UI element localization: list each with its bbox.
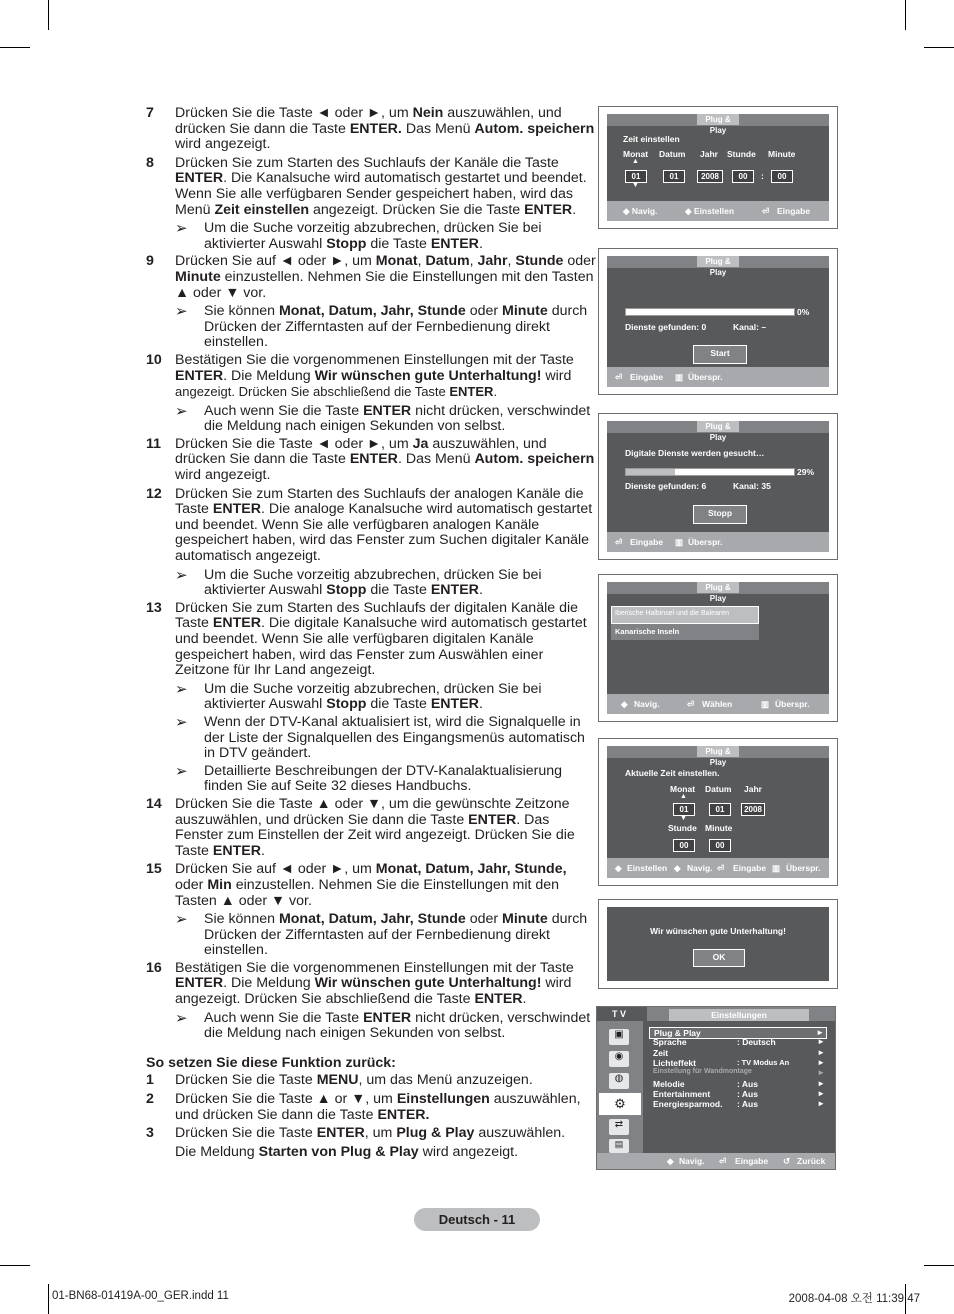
updown-icon: ◆ (621, 699, 628, 709)
step-number: 12 (146, 485, 162, 502)
note-text: Auch wenn Sie die Taste ENTER nicht drücken, verschwindet die Meldung nach einigen Sekunden von selbst. (204, 402, 591, 435)
note (146, 1011, 596, 1042)
settings-gear-icon[interactable]: ⚙ (599, 1093, 641, 1115)
menu-item-value: : Aus (737, 1078, 758, 1089)
step-number: 14 (146, 795, 162, 812)
menu-item-value: : Aus (737, 1099, 758, 1110)
arrow-right-icon: ► (817, 1078, 825, 1088)
arrow-right-icon: ► (817, 1099, 825, 1109)
arrow-right-icon: ► (817, 1037, 825, 1047)
osd-title: Plug & Play (697, 582, 739, 593)
menu-item-label: Einstellung für Wandmontage (653, 1068, 752, 1076)
step-text: Drücken Sie zum Starten des Suchlaufs der digitalen Kanäle die Taste ENTER. Die digitale Kanalsuche wird automatisch gestartet und beendet. Wenn Sie alle verfügbaren digitalen Kanäle gespeichert haben, wird das Fenster zum Auswählen einer Zeitzone für Ihr Land angezeigt. (175, 599, 587, 679)
instruction-step (146, 106, 596, 153)
channel-icon[interactable]: ◍ (609, 1073, 629, 1089)
crop-mark (48, 1284, 49, 1314)
value-jahr[interactable]: 2008 (697, 170, 723, 183)
label-stunde: Stunde (727, 149, 756, 159)
progress-percent: 29% (797, 467, 815, 477)
footer-eingabe: Eingabe (735, 1156, 769, 1166)
note-text: Um die Suche vorzeitig abzubrechen, drücken Sie bei aktivierter Auswahl Stopp die Taste ENTER. (204, 566, 542, 599)
step-number: 11 (146, 435, 161, 452)
value-stunde[interactable]: 00 (732, 170, 754, 183)
note (146, 568, 596, 599)
osd-timezone-select (598, 574, 838, 722)
note-text: Sie können Monat, Datum, Jahr, Stunde oder Minute durch Drücken der Zifferntasten auf der Fernbedienung direkt einstellen. (204, 911, 588, 959)
instruction-step (146, 1092, 596, 1123)
ok-button[interactable]: OK (693, 949, 745, 967)
label-datum: Datum (705, 784, 732, 794)
osd-current-time (598, 738, 838, 886)
menu-item-label: Zeit (653, 1047, 669, 1058)
osd-title: Plug & Play (697, 746, 739, 757)
note-arrow-icon: ➢ (175, 402, 188, 420)
menu-sidebar (597, 1021, 643, 1153)
note-text: Wenn der DTV-Kanal aktualisiert ist, wird die Signalquelle in der Liste der Signalquellen des Eingangsmenüs automatisch in DTV geändert. (204, 713, 585, 762)
step-text: Drücken Sie auf ◄ oder ►, um Monat, Datum, Jahr, Stunde, oder Min einzustellen. Nehmen Sie die Einstellungen mit den Tasten ▲ oder ▼ vor. (175, 861, 567, 909)
file-name: 01-BN68-01419A-00_GER.indd 11 (52, 1290, 229, 1302)
footer-ueberspr: Überspr. (775, 699, 810, 709)
note-arrow-icon: ➢ (175, 762, 188, 780)
skip-icon: ▥ (675, 537, 684, 547)
step-number: 3 (146, 1125, 154, 1142)
value-datum[interactable]: 01 (709, 803, 731, 816)
services-found: Dienste gefunden: 6 (625, 481, 707, 491)
note-arrow-icon: ➢ (175, 911, 188, 929)
step-text: Drücken Sie zum Starten des Suchlaufs der Kanäle die Taste ENTER. Die Kanalsuche wird automatisch gestartet und beendet. Wenn Sie alle verfügbaren Sender gespeichert haben, wird das Menü Zeit einstellen angezeigt. Drücken Sie die Taste ENTER. (175, 154, 587, 218)
menu-item[interactable] (649, 1058, 827, 1068)
menu-item-value: : Deutsch (737, 1037, 776, 1048)
osd-heading: Aktuelle Zeit einstellen. (625, 768, 720, 778)
picture-icon[interactable]: ▣ (609, 1029, 629, 1045)
note-text: Um die Suche vorzeitig abzubrechen, drücken Sie bei aktivierter Auswahl Stopp die Taste ENTER. (204, 220, 542, 252)
menu-item-label: Melodie (653, 1078, 685, 1089)
step-text: Bestätigen Sie die vorgenommenen Einstellungen mit der Taste ENTER. Die Meldung Wir wünschen gute Unterhaltung! wird angezeigt. Drücken Sie abschließend die Taste ENTER. (175, 959, 574, 1008)
step-text: Drücken Sie die Taste ◄ oder ►, um Nein auszuwählen, und drücken Sie dann die Taste ENTER. Das Menü Autom. speichern wird angezeigt. (175, 105, 595, 153)
osd-enjoy-message (598, 899, 838, 989)
menu-item-label: Lichteffekt (653, 1057, 696, 1068)
instruction-step (146, 254, 596, 301)
label-monat: Monat (623, 149, 649, 159)
osd-time-setup (598, 106, 838, 229)
arrow-right-icon: ► (817, 1088, 825, 1098)
osd-footer (607, 201, 829, 221)
step-number: 9 (146, 253, 154, 270)
footer-navig: ◆ Navig. (623, 206, 658, 216)
menu-items-panel (643, 1021, 835, 1153)
services-found: Dienste gefunden: 0 (625, 322, 707, 332)
footer-ueberspr: Überspr. (688, 537, 723, 547)
footer-einstellen: Einstellen (627, 863, 668, 873)
arrow-right-icon: ► (817, 1047, 825, 1057)
step-text: Drücken Sie zum Starten des Suchlaufs der analogen Kanäle die Taste ENTER. Die analoge Kanalsuche wird automatisch gestartet und beendet. Wenn Sie alle verfügbaren analogen Kanäle gespeichert haben, wird das Fenster zum Suchen digitaler Kanäle automatisch angezeigt. (175, 485, 593, 565)
arrow-right-icon: ► (817, 1057, 825, 1067)
menu-footer (597, 1153, 835, 1169)
updown-icon: ◆ (615, 863, 622, 873)
note (146, 764, 596, 795)
step-number: 1 (146, 1072, 154, 1089)
up-arrow-icon: ▲ (680, 793, 687, 800)
step-number: 2 (146, 1091, 154, 1108)
return-icon: ↺ (783, 1156, 791, 1166)
osd-digital-search (598, 413, 838, 560)
note (146, 221, 596, 252)
progress-percent: 0% (797, 307, 810, 317)
note (146, 715, 596, 762)
note-arrow-icon: ➢ (175, 566, 188, 584)
menu-item-label: Energiesparmod. (653, 1099, 723, 1110)
tv-label: T V (597, 1007, 647, 1021)
footer-eingabe: Eingabe (777, 206, 811, 216)
down-arrow-icon: ▼ (632, 182, 639, 189)
label-datum: Datum (659, 149, 686, 159)
application-icon[interactable]: ▤ (609, 1139, 629, 1153)
step-text: Drücken Sie die Taste ◄ oder ►, um Ja auszuwählen, und drücken Sie dann die Taste ENTER. Das Menü Autom. speichern wird angezeigt. (175, 435, 595, 484)
menu-item[interactable] (649, 1037, 827, 1047)
note-text: Detaillierte Beschreibungen der DTV-Kanalaktualisierung finden Sie auf Seite 32 dieses Handbuchs. (204, 762, 563, 795)
menu-item-label: Plug & Play (654, 1028, 701, 1038)
enter-icon: ⏎ (615, 372, 623, 382)
crop-mark (905, 0, 906, 30)
osd-channel-search-start (598, 248, 838, 395)
instruction-column (146, 106, 596, 1160)
value-jahr[interactable]: 2008 (741, 803, 765, 816)
step-number: 10 (146, 351, 162, 368)
instruction-step (146, 1126, 596, 1142)
step-text: Bestätigen Sie die vorgenommenen Einstellungen mit der Taste ENTER. Die Meldung Wir wünschen gute Unterhaltung! wird angezeigt. Drücken Sie abschließend die Taste ENTER. (175, 351, 574, 400)
crop-mark (924, 1265, 954, 1266)
skip-icon: ▥ (675, 372, 684, 382)
progress-bar (625, 308, 795, 316)
label-stunde: Stunde (668, 823, 697, 833)
footer-ueberspr: Überspr. (786, 863, 821, 873)
reset-heading: So setzen Sie diese Funktion zurück: (146, 1054, 396, 1071)
menu-title: Einstellungen (669, 1009, 809, 1021)
enter-icon: ⏎ (687, 699, 695, 709)
osd-title: Plug & Play (697, 421, 739, 432)
crop-mark (924, 47, 954, 48)
timezone-item-label: Iberische Halbinsel und die Balearen (615, 610, 730, 617)
value-stunde[interactable]: 00 (673, 839, 695, 852)
crop-mark (48, 0, 49, 30)
channel-number: Kanal: 35 (733, 481, 771, 491)
label-monat: Monat (670, 784, 696, 794)
step-number: 8 (146, 154, 154, 171)
up-arrow-icon: ▲ (632, 158, 639, 165)
note-arrow-icon: ➢ (175, 1009, 188, 1027)
arrow-right-icon: ► (816, 1028, 824, 1037)
stop-button[interactable]: Stopp (693, 505, 747, 524)
note-arrow-icon: ➢ (175, 713, 188, 731)
note-text: Um die Suche vorzeitig abzubrechen, drücken Sie bei aktivierter Auswahl Stopp die Taste ENTER. (204, 680, 542, 713)
note (146, 912, 596, 959)
step-text: Drücken Sie die Taste ▲ oder ▼, um die gewünschte Zeitzone auszuwählen, und drücken Sie dann die Taste ENTER. Das Fenster zum Einstellen der Zeit wird angezeigt. Drücken Sie die Taste ENTER. (175, 795, 575, 859)
footer-einstellen: ◆ Einstellen (685, 206, 735, 216)
instruction-step (146, 797, 596, 859)
label-jahr: Jahr (700, 149, 718, 159)
label-minute: Minute (768, 149, 796, 159)
down-arrow-icon: ▼ (680, 815, 687, 822)
note (146, 304, 596, 351)
channel-number: Kanal: – (733, 322, 767, 332)
step-number: 13 (146, 599, 162, 616)
label-minute: Minute (705, 823, 733, 833)
note (146, 404, 596, 435)
page-number-badge: Deutsch - 11 (414, 1208, 540, 1231)
timezone-item-selected[interactable] (611, 606, 759, 624)
instruction-step (146, 487, 596, 565)
step-number: 15 (146, 861, 162, 878)
note-arrow-icon: ➢ (175, 220, 188, 238)
step-text: Drücken Sie die Taste ▲ or ▼, um Einstellungen auszuwählen, und drücken Sie dann die Taste ENTER. (175, 1091, 581, 1123)
osd-settings-menu (596, 1006, 836, 1170)
value-monat[interactable]: 01 (673, 803, 695, 816)
instruction-step (146, 437, 596, 484)
reset-after-text: Die Meldung Starten von Plug & Play wird angezeigt. (175, 1143, 519, 1160)
instruction-step (146, 353, 596, 401)
osd-footer (607, 694, 829, 714)
menu-item-value: : TV Modus An (737, 1057, 790, 1067)
enter-icon: ⏎ (762, 206, 770, 216)
menu-item[interactable] (649, 1099, 827, 1109)
updown-icon: ◆ (667, 1156, 674, 1166)
value-minute[interactable]: 00 (709, 839, 731, 852)
note-arrow-icon: ➢ (175, 303, 188, 321)
progress-bar (625, 468, 795, 476)
step-text: Drücken Sie die Taste MENU, um das Menü anzuzeigen. (175, 1072, 533, 1089)
footer-navig: Navig. (634, 699, 660, 709)
note-arrow-icon: ➢ (175, 680, 188, 698)
value-datum[interactable]: 01 (663, 170, 685, 183)
osd-footer (607, 367, 829, 387)
footer-zurueck: Zurück (797, 1156, 826, 1166)
crop-mark (0, 1265, 30, 1266)
osd-footer (607, 858, 829, 878)
footer-eingabe: Eingabe (630, 372, 664, 382)
footer-eingabe: Eingabe (630, 537, 664, 547)
leftright-icon: ◆ (674, 863, 681, 873)
menu-item[interactable] (649, 1048, 827, 1058)
step-text: Drücken Sie die Taste ENTER, um Plug & Play auszuwählen. (175, 1125, 566, 1142)
value-minute[interactable]: 00 (771, 170, 793, 183)
footer-eingabe: Eingabe (733, 863, 767, 873)
skip-icon: ▥ (761, 699, 770, 709)
osd-heading: Zeit einstellen (623, 134, 680, 144)
instruction-step (146, 862, 596, 909)
menu-item[interactable] (649, 1068, 827, 1078)
step-number: 7 (146, 105, 154, 121)
step-number: 16 (146, 959, 162, 976)
menu-item[interactable] (649, 1079, 827, 1089)
instruction-step (146, 961, 596, 1008)
instruction-step (146, 601, 596, 679)
note-text: Auch wenn Sie die Taste ENTER nicht drücken, verschwindet die Meldung nach einigen Sekunden von selbst. (204, 1009, 591, 1042)
footer-navig: Navig. (687, 863, 713, 873)
osd-footer (607, 532, 829, 552)
osd-message: Wir wünschen gute Unterhaltung! (650, 926, 786, 936)
note-text: Sie können Monat, Datum, Jahr, Stunde oder Minute durch Drücken der Zifferntasten auf der Fernbedienung direkt einstellen. (204, 303, 588, 351)
input-icon[interactable]: ⇄ (609, 1119, 629, 1135)
enter-icon: ⏎ (615, 537, 623, 547)
time-separator: : (761, 171, 764, 181)
enter-icon: ⏎ (719, 1156, 727, 1166)
footer-ueberspr: Überspr. (688, 372, 723, 382)
menu-item-label: Sprache (653, 1037, 687, 1048)
arrow-right-icon: ► (817, 1068, 825, 1078)
menu-item-value: : Aus (737, 1088, 758, 1099)
timezone-item-label: Kanarische Inseln (615, 627, 680, 636)
menu-item-label: Entertainment (653, 1088, 711, 1099)
step-text: Drücken Sie auf ◄ oder ►, um Monat, Datum, Jahr, Stunde oder Minute einzustellen. Nehmen Sie die Einstellungen mit den Tasten ▲ oder ▼ vor. (175, 253, 596, 301)
skip-icon: ▥ (772, 863, 781, 873)
instruction-step (146, 1073, 596, 1089)
note (146, 682, 596, 713)
osd-title: Plug & Play (697, 256, 739, 267)
value-monat[interactable]: 01 (625, 170, 647, 183)
footer-waehlen: Wählen (702, 699, 733, 709)
instruction-step (146, 156, 596, 218)
osd-heading: Digitale Dienste werden gesucht… (625, 448, 765, 458)
sound-icon[interactable]: ◉ (609, 1051, 629, 1067)
menu-item[interactable] (649, 1089, 827, 1099)
label-jahr: Jahr (744, 784, 762, 794)
footer-navig: Navig. (679, 1156, 705, 1166)
crop-mark (0, 47, 30, 48)
timezone-item[interactable] (611, 624, 759, 640)
osd-title: Plug & Play (697, 114, 739, 125)
start-button[interactable]: Start (693, 345, 747, 364)
enter-icon: ⏎ (717, 863, 725, 873)
print-date: 2008-04-08 오전 11:39:47 (788, 1293, 920, 1305)
